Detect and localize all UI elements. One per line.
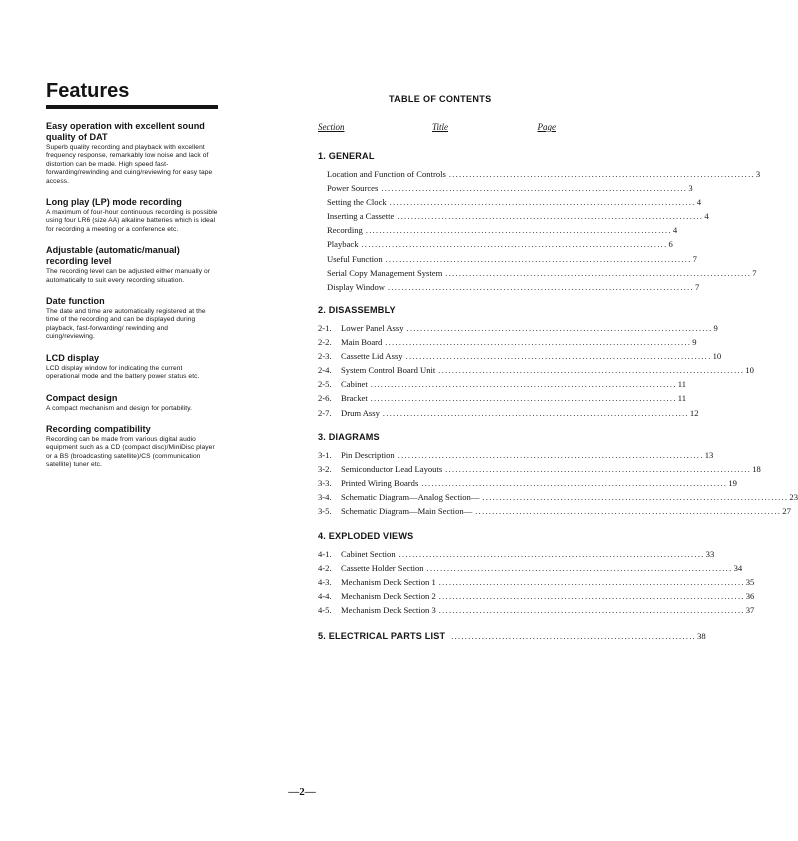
toc-entry-number: 3-1. [318,450,332,460]
feature-heading: Recording compatibility [46,423,151,434]
toc-entry-title: Schematic Diagram—Main Section— [341,506,473,517]
toc-page-number: 33 [705,549,715,559]
toc-leader-dots: .......................................................................................... [438,578,745,588]
toc-page-number: 4 [696,197,701,208]
toc-leader-dots: .......................................................................................... [370,380,677,390]
toc-entry-title: Playback [327,239,359,250]
features-title: Features [46,80,130,102]
toc-entry-title: Location and Function of Controls [327,169,446,179]
toc-col-title: Title [432,122,449,132]
toc-entry-number: 2-6. [318,393,332,404]
toc-page-number: 12 [689,407,699,418]
toc-entry [318,321,718,335]
toc-leader-dots: .......................................................................................... [370,394,677,404]
toc-leader-dots: .......................................................................................... [397,212,704,222]
feature-body: The date and time are automatically registered at the time of the recording and can be displayed during playback, fast-forwarding/ rewinding and cuing/reviewing. [46,308,206,341]
toc-entry [318,391,687,405]
toc-page-number: 23 [789,492,798,503]
toc-entry [318,167,761,181]
toc-leader-dots: .......................................................................................... [385,338,692,348]
toc-page-number: 11 [677,393,687,404]
toc-page-number: 27 [782,506,791,517]
toc-entry [318,280,700,294]
toc-page-number: 11 [677,379,687,390]
toc-entry [318,195,701,209]
toc-leader-dots: .......................................................................................... [438,606,745,616]
toc-leader-dots: .......................................................................................... [385,254,692,264]
toc-section-diagrams [318,432,798,518]
toc-entry [318,223,678,237]
toc-section-electrical-parts [318,631,706,641]
toc-page-number: 9 [713,323,718,333]
toc-entry [318,237,673,251]
toc-entry-title: Recording [327,225,363,236]
toc-leader-dots: .......................................................................................... [438,366,745,376]
toc-entry-title: Drum Assy [341,407,380,418]
toc-page-number: 38 [697,631,706,641]
feature-heading: Adjustable (automatic/manual) recording level [46,245,180,267]
toc-title: TABLE OF CONTENTS [389,94,492,104]
toc-page-number: 3 [688,183,693,194]
feature-heading: Date function [46,296,105,307]
toc-entry-title: Main Board [341,337,383,348]
toc-entry-title: Setting the Clock [327,197,387,208]
toc-page-number: 4 [672,225,678,236]
toc-page-number: 10 [712,351,722,362]
toc-entry [318,181,693,195]
toc-entry-number: 2-1. [318,323,332,333]
toc-entry [318,406,699,420]
feature-item [46,197,218,234]
toc-entry-number: 3-5. [318,506,332,517]
toc-section-heading: 2. DISASSEMBLY [318,305,396,315]
toc-page-number: 10 [745,365,754,376]
toc-page-number: 18 [752,464,761,475]
toc-entry-title: System Control Board Unit [341,365,436,376]
toc-leader-dots: .......................................................................................... [361,240,668,250]
feature-body: Recording can be made from various digital audio equipment such as a CD (compact disc)/MiniDisc player or a BS (broadcasting satellite)/CS (communication satellite) tuner etc. [46,435,215,469]
toc-entry-number: 4-2. [318,563,332,574]
toc-entry [318,476,737,490]
toc-entry [318,252,697,266]
feature-heading: Easy operation with excellent sound quality of DAT [46,121,205,142]
toc-page-number: 3 [755,169,761,179]
feature-heading: LCD display [46,352,100,363]
toc-entry-title: Mechanism Deck Section 2 [341,591,436,602]
toc-leader-dots: .......................................................................................... [405,352,712,362]
toc-entry [318,547,715,561]
features-rule [46,105,218,109]
toc-leader-dots: .......................................................................................... [445,268,752,278]
feature-body: Superb quality recording and playback with excellent frequency response, remarkably low noise and lack of distortion can be made. High speed fast-forwarding/rewinding and cuing/reviewing for easy tape access. [46,144,213,185]
toc-page-number: 4 [704,211,709,222]
toc-entry-title: Bracket [341,393,368,404]
toc-page-number: 36 [745,591,755,602]
toc-entry-title: Mechanism Deck Section 3 [341,605,436,616]
toc-entry-number: 2-3. [318,351,332,362]
toc-section-heading: 3. DIAGRAMS [318,432,380,442]
toc-leader-dots: .......................................................................................... [365,226,672,236]
feature-heading: Long play (LP) mode recording [46,197,182,208]
toc-entry-number: 3-3. [318,478,332,489]
toc-leader-dots: .......................................................................................... [406,324,713,333]
toc-entry [318,363,754,377]
toc-section-exploded-views [318,531,755,617]
toc-leader-dots: .......................................................................................... [421,479,728,489]
toc-entry-number: 3-2. [318,464,332,475]
feature-item [46,245,218,285]
toc-entry-title: Serial Copy Management System [327,267,443,278]
toc-leader-dots: .......................................................................................... [389,198,696,208]
toc-entry [318,209,709,223]
toc-entry-number: 2-7. [318,407,332,418]
toc-leader-dots: .......................................................................................... [438,592,745,602]
toc-column-headers [318,122,556,134]
feature-item [46,353,218,382]
feature-heading: Compact design [46,392,118,403]
toc-page-number: 7 [692,253,697,264]
toc-page-number: 7 [752,267,757,278]
toc-leader-dots: .......................................................................................... [397,451,704,460]
toc-col-page: Page [537,122,556,132]
toc-entry [318,448,714,462]
feature-item [46,424,218,470]
toc-entry-title: Cabinet Section [341,549,396,559]
toc-section-disassembly [318,305,754,420]
toc-section-heading: 4. EXPLODED VIEWS [318,531,414,541]
toc-entry-number: 4-5. [318,605,332,616]
toc-entry-title: Schematic Diagram—Analog Section— [341,492,480,503]
toc-page-number: 7 [694,281,700,292]
toc-entry-title: Cassette Lid Assy [341,351,403,362]
feature-item [46,393,218,413]
feature-item [46,121,218,186]
toc-leader-dots: .......................................................................................... [482,493,789,503]
feature-body: A maximum of four-hour continuous recording is possible using four LR6 (size AA) alkaline batteries which is ideal for recording a meeting or a conference etc. [46,209,218,233]
toc-page-number: 19 [728,478,737,489]
toc-entry [318,575,755,589]
toc-entry [318,349,722,363]
toc-leader-dots: .......................................................................................... [398,550,705,559]
toc-entry-title: Pin Description [341,450,395,460]
toc-entry-number: 2-2. [318,337,332,348]
page-number: —2— [288,786,316,798]
toc-entry-title: Semiconductor Lead Layouts [341,464,443,475]
toc-leader-dots: .......................................................................................... [381,184,688,194]
toc-entry-title: Power Sources [327,183,379,194]
toc-section-general [318,151,761,294]
toc-entry-title: Cabinet [341,379,368,390]
toc-entry [318,266,757,280]
toc-leader-dots: .......................................................................................... [387,282,694,292]
toc-entry [318,504,791,518]
toc-entry-title: Useful Function [327,253,383,264]
toc-entry-number: 3-4. [318,492,332,503]
toc-leader-dots: .......................................................................................... [426,564,733,574]
toc-entry [318,561,743,575]
toc-leader-dots: .......................................................................................... [448,170,755,179]
features-column [46,80,218,481]
toc-page-number: 34 [733,563,743,574]
toc-leader-dots: .......................................................................................... [382,408,689,418]
toc-page-number: 13 [704,450,714,460]
toc-entry-title: Mechanism Deck Section 1 [341,577,436,588]
toc-entry-number: 2-5. [318,379,332,390]
toc-page-number: 6 [668,239,673,250]
feature-body: A compact mechanism and design for portability. [46,404,193,412]
feature-body: The recording level can be adjusted either manually or automatically to suit every recording situation. [46,268,211,284]
toc-section-heading: 5. ELECTRICAL PARTS LIST [318,631,446,641]
toc-entry [318,377,687,391]
toc-page-number: 35 [745,577,755,588]
toc-entry-number: 4-3. [318,577,332,588]
toc-entry-number: 4-1. [318,549,332,559]
toc-entry-title: Printed Wiring Boards [341,478,419,489]
feature-item [46,296,218,342]
toc-section-heading: 1. GENERAL [318,151,375,161]
toc-entry-number: 4-4. [318,591,332,602]
toc-page-number: 9 [692,337,697,348]
feature-body: LCD display window for indicating the current operational mode and the battery power status etc. [46,364,200,381]
toc-entry [318,335,697,349]
toc-entry [318,490,798,504]
toc-leader-dots: ........................................................................ [451,632,697,641]
toc-entry-title: Cassette Holder Section [341,563,424,574]
toc-entry [318,589,755,603]
toc-leader-dots: .......................................................................................... [475,507,782,517]
toc-entry-title: Inserting a Cassette [327,211,395,222]
toc-entry-number: 2-4. [318,365,332,376]
toc-leader-dots: .......................................................................................... [445,465,752,475]
toc-entry-title: Lower Panel Assy [341,323,404,333]
toc-entry [318,462,761,476]
toc-entry [318,603,755,617]
toc-page-number: 37 [745,605,755,616]
toc-col-section: Section [318,122,345,132]
toc-entry-title: Display Window [327,281,385,292]
